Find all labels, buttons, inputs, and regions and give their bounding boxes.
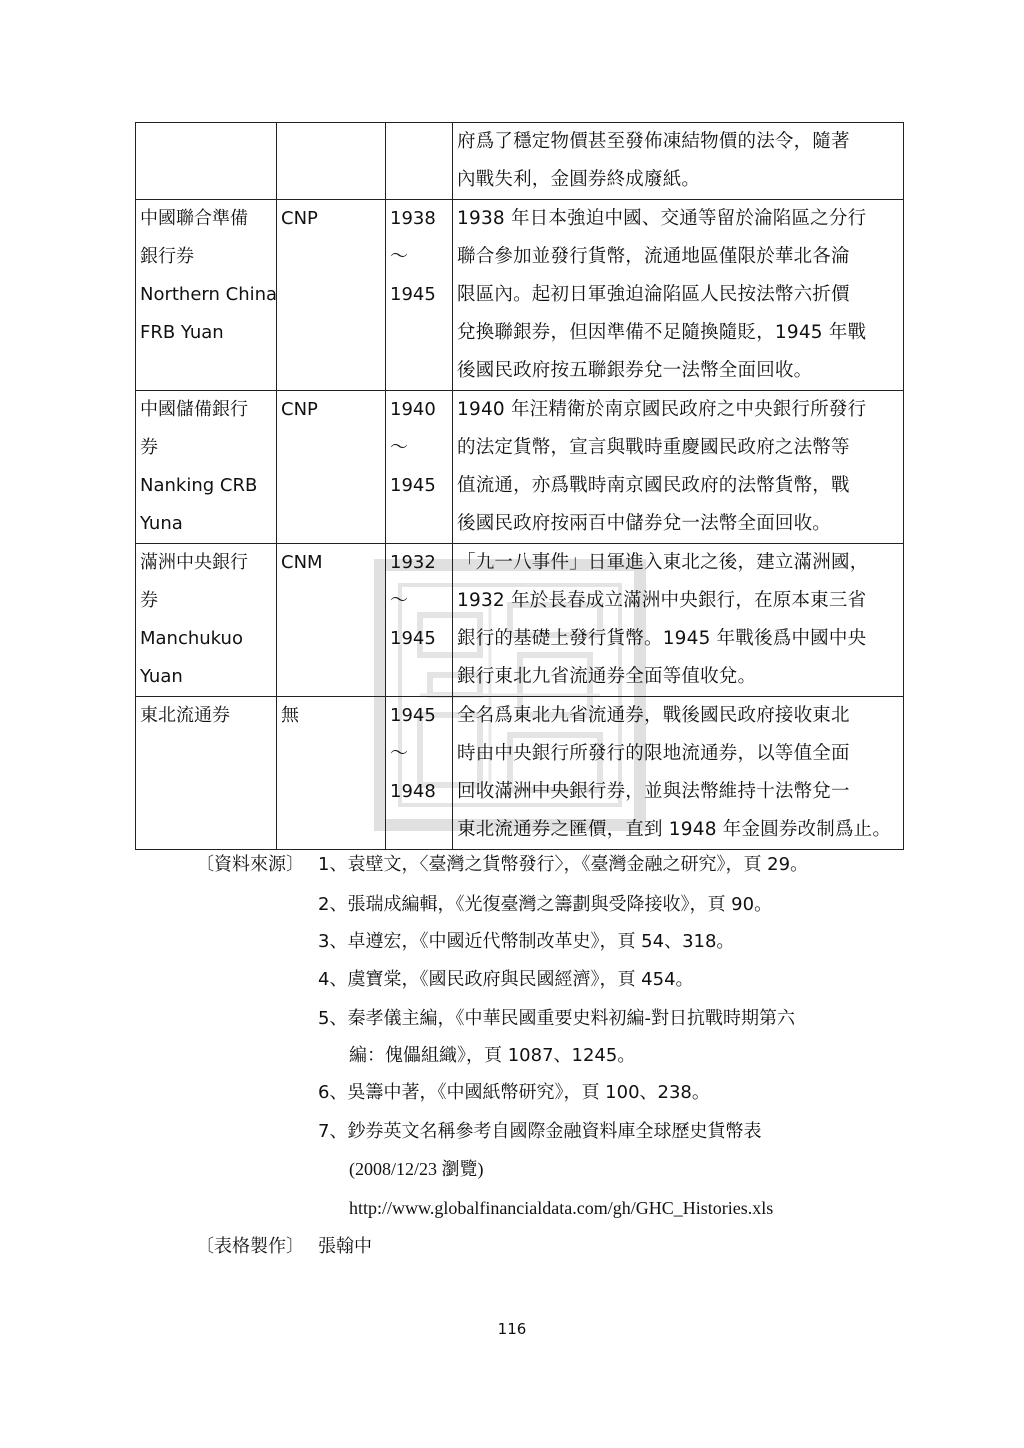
- description-cell-line: 銀行東北九省流通券全面等值收兌。: [457, 666, 757, 687]
- table-row: [136, 123, 904, 200]
- maker-label: 〔表格製作〕: [196, 1236, 304, 1257]
- years-cell-line: 1948: [390, 781, 436, 802]
- years-cell-line: 1938: [390, 208, 436, 229]
- years-cell: [386, 697, 453, 850]
- description-cell-line: 後國民政府按兩百中儲券兌一法幣全面回收。: [457, 513, 832, 534]
- currency-code-cell: [277, 200, 386, 391]
- currency-name-cell-line: 銀行券: [140, 246, 194, 267]
- source-item: 2、張瑞成編輯，《光復臺灣之籌劃與受降接收》，頁 90。: [318, 894, 773, 915]
- description-cell-line: 的法定貨幣，宣言與戰時重慶國民政府之法幣等: [457, 437, 850, 458]
- page-number: 116: [497, 1320, 527, 1338]
- table-row: [136, 544, 904, 697]
- source-url: http://www.globalfinancialdata.com/gh/GHC_Histories.xls: [349, 1198, 774, 1218]
- currency-name-cell-line: Yuan: [140, 666, 183, 687]
- table-row: [136, 697, 904, 850]
- years-cell: [386, 544, 453, 697]
- description-cell-line: 全名爲東北九省流通券，戰後國民政府接收東北: [457, 705, 850, 726]
- description-cell-line: 回收滿洲中央銀行券，並與法幣維持十法幣兌一: [457, 781, 850, 802]
- description-cell-line: 內戰失利，金圓券終成廢紙。: [457, 169, 701, 190]
- source-item: 7、鈔券英文名稱參考自國際金融資料庫全球歷史貨幣表: [318, 1121, 762, 1142]
- table-row: [136, 391, 904, 544]
- description-cell: [453, 391, 904, 544]
- source-item: 4、虞寶棠，《國民政府與民國經濟》，頁 454。: [318, 969, 694, 990]
- currency-code-cell-text: 無: [281, 705, 299, 726]
- description-cell-line: 1932 年於長春成立滿洲中央銀行，在原本東三省: [457, 590, 867, 611]
- source-item-cont: (2008/12/23 瀏覽): [349, 1159, 484, 1179]
- source-item-cont: 編：傀儡組織》，頁 1087、1245。: [349, 1045, 636, 1066]
- years-cell-line: 1945: [390, 705, 436, 726]
- currency-name-cell-line: Manchukuo: [140, 628, 243, 649]
- description-cell-line: 「九一八事件」日軍進入東北之後，建立滿洲國，: [457, 552, 869, 573]
- currency-name-cell: [136, 697, 277, 850]
- description-cell: [453, 123, 904, 200]
- description-cell-line: 1940 年汪精衛於南京國民政府之中央銀行所發行: [457, 399, 867, 420]
- source-item: 6、吳籌中著，《中國紙幣研究》，頁 100、238。: [318, 1082, 710, 1103]
- description-cell: [453, 200, 904, 391]
- currency-code-cell-text: CNM: [281, 552, 323, 573]
- years-cell-line: 1940: [390, 399, 436, 420]
- years-cell: [386, 123, 453, 200]
- description-cell-line: 時由中央銀行所發行的限地流通券，以等值全面: [457, 743, 850, 764]
- description-cell-line: 限區內。起初日軍強迫淪陷區人民按法幣六折價: [457, 284, 850, 305]
- years-cell-line: ～: [390, 437, 408, 458]
- currency-name-cell: [136, 391, 277, 544]
- description-cell-line: 兌換聯銀券，但因準備不足隨換隨貶，1945 年戰: [457, 322, 867, 343]
- description-cell-line: 聯合參加並發行貨幣，流通地區僅限於華北各淪: [457, 246, 850, 267]
- currency-name-cell-line: Yuna: [140, 513, 183, 534]
- description-cell-line: 1938 年日本強迫中國、交通等留於淪陷區之分行: [457, 208, 867, 229]
- currency-code-cell-text: CNP: [281, 399, 318, 420]
- currency-name-cell-line: 滿洲中央銀行: [140, 552, 248, 573]
- description-cell-line: 銀行的基礎上發行貨幣。1945 年戰後爲中國中央: [457, 628, 867, 649]
- description-cell-line: 東北流通券之匯價，直到 1948 年金圓券改制爲止。: [457, 819, 892, 840]
- currency-table: [135, 122, 904, 850]
- currency-name-cell: [136, 123, 277, 200]
- description-cell-line: 後國民政府按五聯銀券兌一法幣全面回收。: [457, 360, 813, 381]
- source-item: 1、袁壁文，〈臺灣之貨幣發行〉，《臺灣金融之研究》，頁 29。: [318, 854, 809, 875]
- currency-name-cell-line: FRB Yuan: [140, 322, 224, 343]
- currency-name-cell: [136, 544, 277, 697]
- description-cell: [453, 544, 904, 697]
- currency-name-cell: [136, 200, 277, 391]
- currency-name-cell-line: Nanking CRB: [140, 475, 258, 496]
- years-cell: [386, 200, 453, 391]
- years-cell-line: 1945: [390, 475, 436, 496]
- years-cell-line: ～: [390, 743, 408, 764]
- currency-name-cell-line: 中國聯合準備: [140, 208, 248, 229]
- currency-name-cell-line: 中國儲備銀行: [140, 399, 248, 420]
- source-item: 5、秦孝儀主編，《中華民國重要史料初編-對日抗戰時期第六: [318, 1008, 795, 1029]
- description-cell-line: 值流通，亦爲戰時南京國民政府的法幣貨幣，戰: [457, 475, 850, 496]
- years-cell-line: 1932: [390, 552, 436, 573]
- source-item: 3、卓遵宏，《中國近代幣制改革史》，頁 54、318。: [318, 931, 735, 952]
- currency-name-cell-line: 券: [140, 590, 158, 611]
- currency-name-cell-line: 券: [140, 437, 158, 458]
- currency-name-cell-line: 東北流通券: [140, 705, 230, 726]
- description-cell-line: 府爲了穩定物價甚至發佈凍結物價的法令，隨著: [457, 131, 850, 152]
- years-cell: [386, 391, 453, 544]
- currency-code-cell: [277, 391, 386, 544]
- years-cell-line: 1945: [390, 628, 436, 649]
- currency-code-cell: [277, 544, 386, 697]
- description-cell: [453, 697, 904, 850]
- currency-code-cell: [277, 697, 386, 850]
- sources-label: 〔資料來源〕: [196, 854, 304, 875]
- years-cell-line: ～: [390, 590, 408, 611]
- currency-code-cell-text: CNP: [281, 208, 318, 229]
- currency-code-cell: [277, 123, 386, 200]
- table-row: [136, 200, 904, 391]
- currency-name-cell-line: Northern China: [140, 284, 278, 305]
- years-cell-line: 1945: [390, 284, 436, 305]
- years-cell-line: ～: [390, 246, 408, 267]
- maker-name: 張翰中: [318, 1236, 372, 1257]
